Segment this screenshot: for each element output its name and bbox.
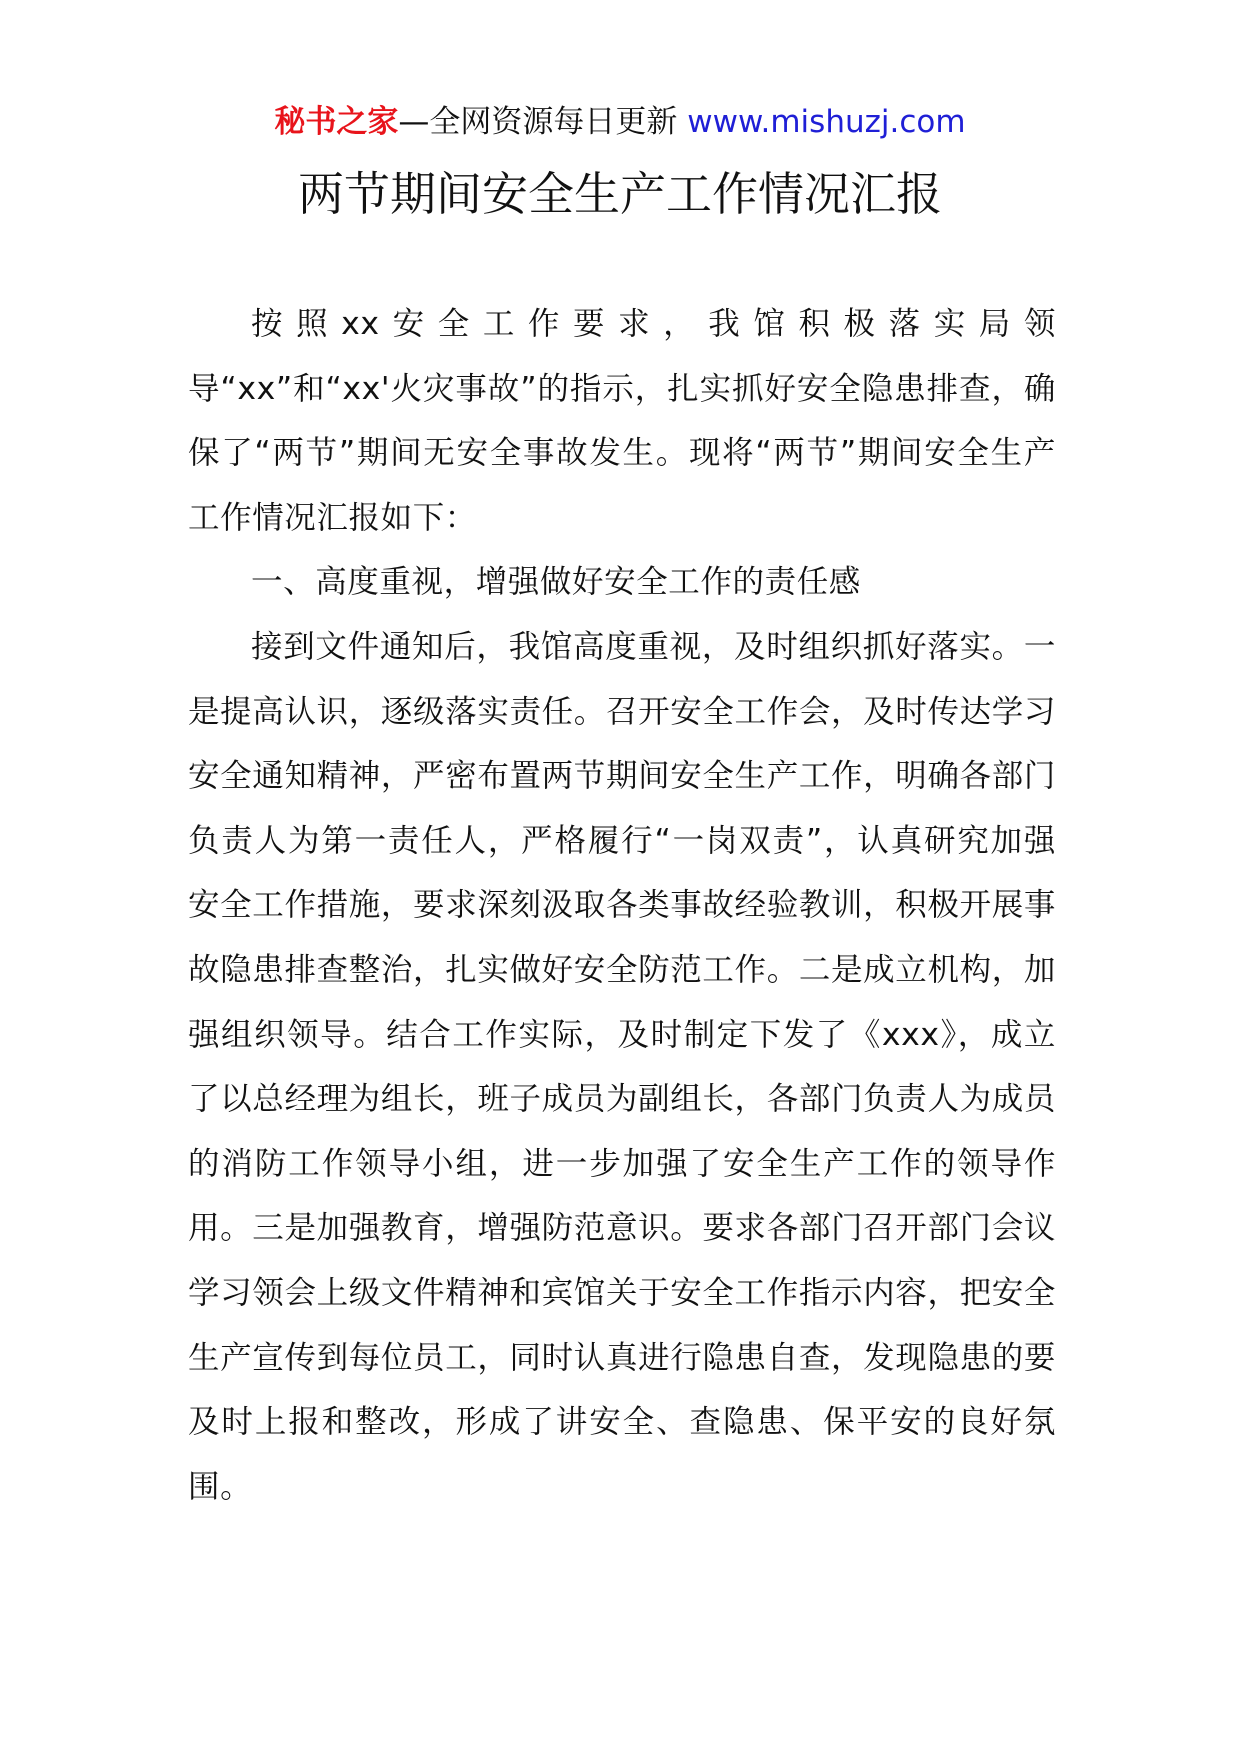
document-body <box>188 292 1056 1519</box>
site-tagline: —全网资源每日更新 <box>398 104 678 140</box>
intro-paragraph: 按照xx安全工作要求，我馆积极落实局领导“xx”和“xx'火灾事故”的指示，扎实抓好安全隐患排查，确保了“两节”期间无安全事故发生。现将“两节”期间安全生产工作情况汇报如下： <box>188 306 1056 536</box>
site-url-link[interactable]: www.mishuzj.com <box>687 104 966 140</box>
site-header <box>0 100 1240 144</box>
site-brand: 秘书之家 <box>274 104 399 140</box>
section-paragraph: 接到文件通知后，我馆高度重视，及时组织抓好落实。一是提高认识，逐级落实责任。召开安全工作会，及时传达学习安全通知精神，严密布置两节期间安全生产工作，明确各部门负责人为第一责任人，严格履行“一岗双责”，认真研究加强安全工作措施，要求深刻汲取各类事故经验教训，积极开展事故隐患排查整治，扎实做好安全防范工作。二是成立机构，加强组织领导。结合工作实际，及时制定下发了《xxx》，成立了以总经理为组长，班子成员为副组长，各部门负责人为成员的消防工作领导小组，进一步加强了安全生产工作的领导作用。三是加强教育，增强防范意识。要求各部门召开部门会议学习领会上级文件精神和宾馆关于安全工作指示内容，把安全生产宣传到每位员工，同时认真进行隐患自查，发现隐患的要及时上报和整改，形成了讲安全、查隐患、保平安的良好氛围。 <box>188 628 1056 1505</box>
section-heading: 一、高度重视，增强做好安全工作的责任感 <box>251 564 861 601</box>
document-title: 两节期间安全生产工作情况汇报 <box>298 167 942 221</box>
